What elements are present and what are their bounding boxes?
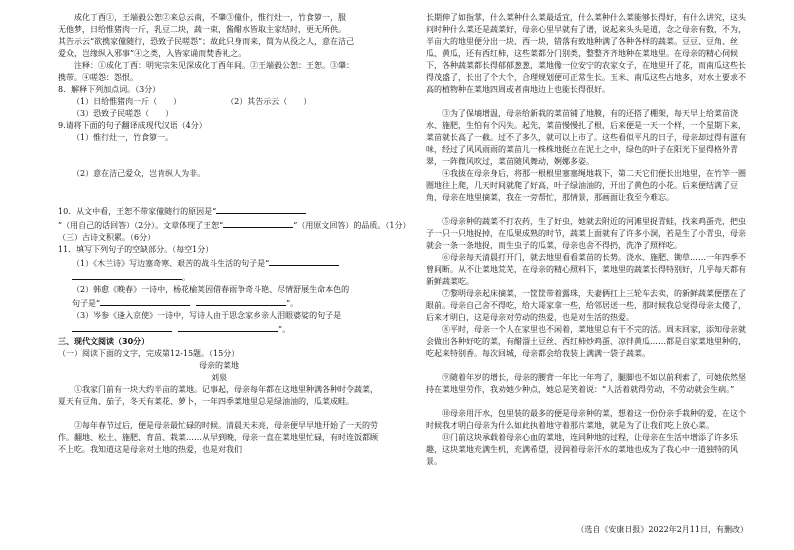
section3-heading: （三）古诗文积累。（6分）: [58, 233, 156, 242]
q8-item-3: （3）恐致子民嗟怨（ ）: [72, 109, 174, 118]
right-para-7: ⑦黎明母亲起床摘菜，一筐筐带着露珠，夫妻俩扛上三轮车去卖，的新鲜蔬菜便摆在了眼前。母亲自己舍不得吃，给大哥家拿一些，给邻居送一些，那时候我总觉得母亲太傻了，后来才明白，这是母亲对劳动的热爱，也是对生活的热爱。: [426, 289, 746, 322]
right-para-8: ⑧平时，母亲一个人在家里也不闲着，菜地里总有干不完的活。周末回家，添知母亲就会做出各种好吃的菜，有醋溜土豆丝、西红柿炒鸡蛋、凉拌黄瓜……都是自家菜地里种的，吃起来特别香。每次回城，母亲都会给我装上满满一袋子蔬菜。: [426, 325, 746, 358]
article-para-1: ①我家门前有一块大约半亩的菜地。记事起，母亲每年都在这地里种满各种时令蔬菜，夏天有豆角、茄子，冬天有菜花、萝卜，一年四季菜地里总是绿油油的，瓜菜成畦。: [58, 385, 378, 406]
q11-blank-3[interactable]: [100, 296, 190, 306]
article-source: （选自《安康日报》2022年2月11日，有删改）: [576, 525, 748, 534]
right-para-11: ⑪门前这块承载着母亲心血的菜地，连同种地的过程，让母亲在生活中增添了许多乐趣，这块菜地充满生机，充满希望，浸润着母亲汗水的菜地也成为了我心中一道独特的风景。: [426, 433, 738, 466]
q8-item-2: （2）其告示云（ ）: [226, 97, 312, 106]
article-title: 母亲的菜地: [199, 361, 239, 370]
q11-item-1: （1）《木兰诗》写边塞奇寒、艰苦的战斗生活的句子是“: [58, 256, 380, 270]
right-para-10: ⑩母亲用汗水，包里装的最多的便是母亲种的菜，想着这一份份亲手栽种的爱，在这个时候我才明白母亲为什么如此执着地守着那片菜地，就是为了让我们吃上放心菜。: [426, 409, 746, 430]
q11-item-2: （2）韩愈《晚春》一诗中，杨花榆荚因借春雨争奇斗艳、尽情舒展生命本色的: [72, 285, 350, 294]
passage-line-3: 其告示云“欲携家僮随行，恐致子民嗟怨”；故此只身而来，简为从役之人，意在洁己: [58, 37, 355, 46]
passage-line-2: 无他梦，日给惟猪肉一斤，乳豆二块，蔬一束，酱醋水皆取主家结时，更无所供。: [58, 25, 346, 34]
article-para-2: ②每年春节过后，便是母亲最忙碌的时候。清晨天未亮，母亲便早早地开始了一天的劳作。翻地、松土、施肥、育苗、栽菜……从早到晚，母亲一直在菜地里忙碌，有时连饭都顾不上吃。我知道这是母亲对土地的热爱，也是对我们: [58, 421, 378, 454]
right-para-9: ⑨随着年岁的增长，母亲的腰背一年比一年弯了，腿脚也不如以前利索了，可她依然坚持在菜地里劳作，我劝她少种点，她总是笑着说：“人活着就得劳动，不劳动就会生病。”: [426, 373, 746, 394]
q9-answer-space-1: [58, 144, 380, 168]
right-para-continued: 长期伸了如指掌，什么菜种什么菜最适宜，什么菜种什么菜能够长得好，有什么讲究，这头问时种什么菜还是蔬菜好，母亲心里早就有了谱，说起来头头是道，念之母亲有数，不为，半亩大的地里便分出一块、西一块，错落有致地种满了各种各样的蔬菜。豆豆、豆角、丝瓜、黄瓜，还有西红柿，这些菜都分门别类，整整齐齐地种在菜地里。在母亲的精心伺候下，各种蔬菜都长得郁郁葱葱，菜地像一位安宁的农家女子，在地里开了花，而南瓜这些长得茂盛了，长出了个大个，合理规划便可正常生长。玉米、南瓜这些占地多，对水土要求不高的植物种在菜地四周或者南地边上也能长得很好。: [426, 13, 746, 94]
q11-item-3-cont: ”。: [58, 322, 380, 336]
q9-answer-space-2: [58, 180, 380, 204]
q10-blank-2[interactable]: [223, 218, 293, 228]
right-para-3: ③为了保墒增温，母亲给新栽的菜苗铺了地膜，有的还搭了棚架，每天早上给菜苗浇水、施肥，生怕有个闪失。起先，菜苗慢慢扎了根，后来便是一天一个样，一个星期下来，菜苗就长高了一截。过不了多久，就可以上市了。这些看似平凡的日子，母亲却过得有滋有味，经过了风风雨雨的菜苗儿一株株地挺立在泥土之中，绿色的叶子在阳光下显得格外青翠，一阵微风吹过，菜苗随风舞动，婀娜多姿。: [426, 109, 746, 166]
section-modern-heading: 三、现代文阅读（30分）: [58, 337, 150, 346]
note-line-1: 注释：①成化丁酉：明宪宗朱见深成化丁酉年间。②王端毅公恕：王恕。③肇：: [74, 61, 354, 70]
q11-blank-1[interactable]: [269, 256, 339, 266]
q9-item-2: （2）意在洁己爱众，岂肯纵人为非。: [72, 169, 206, 178]
q11-blank-4[interactable]: [196, 296, 286, 306]
q9-title: 9.请将下面的句子翻译成现代汉语（4分）: [58, 121, 207, 130]
q11-blank-2[interactable]: [72, 270, 182, 280]
q8-item-1: （1）日给惟猪肉一斤（ ）: [72, 97, 182, 106]
article-author: 刘泉: [211, 373, 227, 382]
q11-blank-6[interactable]: [178, 322, 278, 332]
q8-row-1: [58, 96, 380, 108]
right-para-5: ⑤母亲种的蔬菜不打农药，生了好虫，她就去附近的河滩里捉青蛙，找来鸡蛋壳，把虫子一只一只地捉掉，在瓜果成熟的时节，蔬菜上面就有了许多小洞，若是生了小青虫，母亲就会一条一条地捉，而生虫子的瓜菜，母亲也舍不得扔，洗净了照样吃。: [426, 217, 746, 250]
q11-item-1-cont: 。: [58, 270, 380, 284]
q10-blank-1[interactable]: [216, 204, 306, 214]
right-para-6: ⑥母亲每天清晨打开门，就去地里看看菜苗的长势。浇水、施肥、锄草……一年四季不曾间断。从不让菜地荒芜，在母亲的精心照料下，菜地里的蔬菜长得特别好，几乎每天都有新鲜蔬菜吃。: [426, 253, 746, 286]
q10-line-1: 10．从文中看，王恕不带家僮随行的原因是“: [58, 204, 380, 218]
q9-item-1: （1）惟行灶一，竹食箩一。: [72, 133, 174, 142]
right-column: [426, 12, 748, 468]
right-para-4: ④我拔在母亲身后，将那一根根里塞塞绳地栽下，第二天它们便长出地里，在竹竿一圈圈地往上爬，几天时间就爬了好高，叶子绿油油的，开出了黄色的小花。后来便结满了豆角，母亲在地里摘菜，我在一旁帮忙，那情景，那画面让我至今难忘。: [426, 169, 746, 202]
q11-title: 11．填写下列句子的空缺部分。（每空1分）: [58, 245, 214, 254]
q11-blank-5[interactable]: [72, 322, 172, 332]
part1-heading: （一）阅读下面的文字，完成第12-15题。（15分）: [58, 349, 240, 358]
q11-item-3: （3）岑参《逢入京使》一诗中，写诗人由于思念家乡亲人泪眼婆娑的句子是: [72, 311, 342, 320]
q11-item-2-cont: 句子是“ ”。: [58, 296, 380, 310]
passage-line-4: 爱众，岂缘纵入邪事”④之类，入皆家诵而焚香礼之。: [58, 49, 247, 58]
passage-line-1: 成化丁酉①，王端毅公恕②来总云南，不肇③僮仆，惟行灶一，竹食箩一，服: [74, 13, 346, 22]
left-column: [58, 12, 411, 468]
note-line-2: 携带。④嗟怨：怨恨。: [58, 73, 138, 82]
q8-title: 8．解释下列加点词。（3分）: [58, 85, 161, 94]
q10-line-2: ”（用自己的话回答）（2分）。文章体现了王恕“ ”（用原文回答）的品质。（1分）: [58, 218, 380, 232]
